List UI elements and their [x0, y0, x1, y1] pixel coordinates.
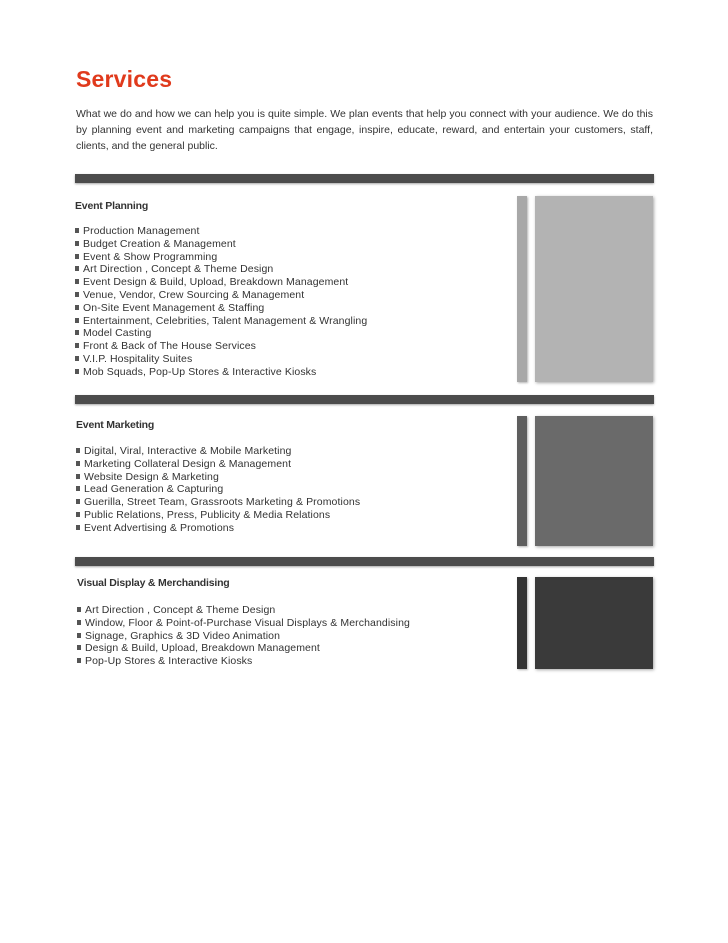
event-marketing-list [76, 445, 360, 535]
page-title: Services [76, 66, 173, 92]
section-title-visual-display: Visual Display & Merchandising [77, 577, 230, 589]
visual-display-image-panel [535, 577, 653, 669]
list-item: Entertainment, Celebrities, Talent Management & Wrangling [75, 315, 367, 328]
list-item: Budget Creation & Management [75, 238, 367, 251]
list-item: Guerilla, Street Team, Grassroots Marketing & Promotions [76, 496, 360, 509]
list-item: V.I.P. Hospitality Suites [75, 353, 367, 366]
section-title-event-planning: Event Planning [75, 200, 149, 212]
list-item: On-Site Event Management & Staffing [75, 302, 367, 315]
list-item: Lead Generation & Capturing [76, 483, 360, 496]
list-item: Public Relations, Press, Publicity & Media Relations [76, 509, 360, 522]
list-item: Front & Back of The House Services [75, 340, 367, 353]
section-divider-bar [75, 557, 654, 566]
list-item: Marketing Collateral Design & Management [76, 458, 360, 471]
section-divider-bar [75, 174, 654, 183]
list-item: Art Direction , Concept & Theme Design [75, 263, 367, 276]
list-item: Art Direction , Concept & Theme Design [77, 604, 410, 617]
section-title-event-marketing: Event Marketing [76, 419, 155, 431]
event-planning-list [75, 225, 367, 379]
intro-paragraph: What we do and how we can help you is quite simple. We plan events that help you connect with your audience. We do this by planning event and marketing campaigns that engage, inspire, educate, reward, and entertain your customers, staff, clients, and the general public. [76, 108, 653, 152]
event-marketing-accent-strip [517, 416, 527, 546]
event-planning-image-panel [535, 196, 653, 382]
section-divider-bar [75, 395, 654, 404]
list-item: Production Management [75, 225, 367, 238]
list-item: Signage, Graphics & 3D Video Animation [77, 630, 410, 643]
list-item: Venue, Vendor, Crew Sourcing & Management [75, 289, 367, 302]
list-item: Event Design & Build, Upload, Breakdown Management [75, 276, 367, 289]
list-item: Event & Show Programming [75, 251, 367, 264]
list-item: Model Casting [75, 327, 367, 340]
list-item: Pop-Up Stores & Interactive Kiosks [77, 655, 410, 668]
list-item: Window, Floor & Point-of-Purchase Visual Displays & Merchandising [77, 617, 410, 630]
list-item: Event Advertising & Promotions [76, 522, 360, 535]
list-item: Digital, Viral, Interactive & Mobile Marketing [76, 445, 360, 458]
visual-display-accent-strip [517, 577, 527, 669]
list-item: Website Design & Marketing [76, 471, 360, 484]
event-marketing-image-panel [535, 416, 653, 546]
list-item: Mob Squads, Pop-Up Stores & Interactive Kiosks [75, 366, 367, 379]
event-planning-accent-strip [517, 196, 527, 382]
list-item: Design & Build, Upload, Breakdown Management [77, 642, 410, 655]
visual-display-list [77, 604, 410, 668]
